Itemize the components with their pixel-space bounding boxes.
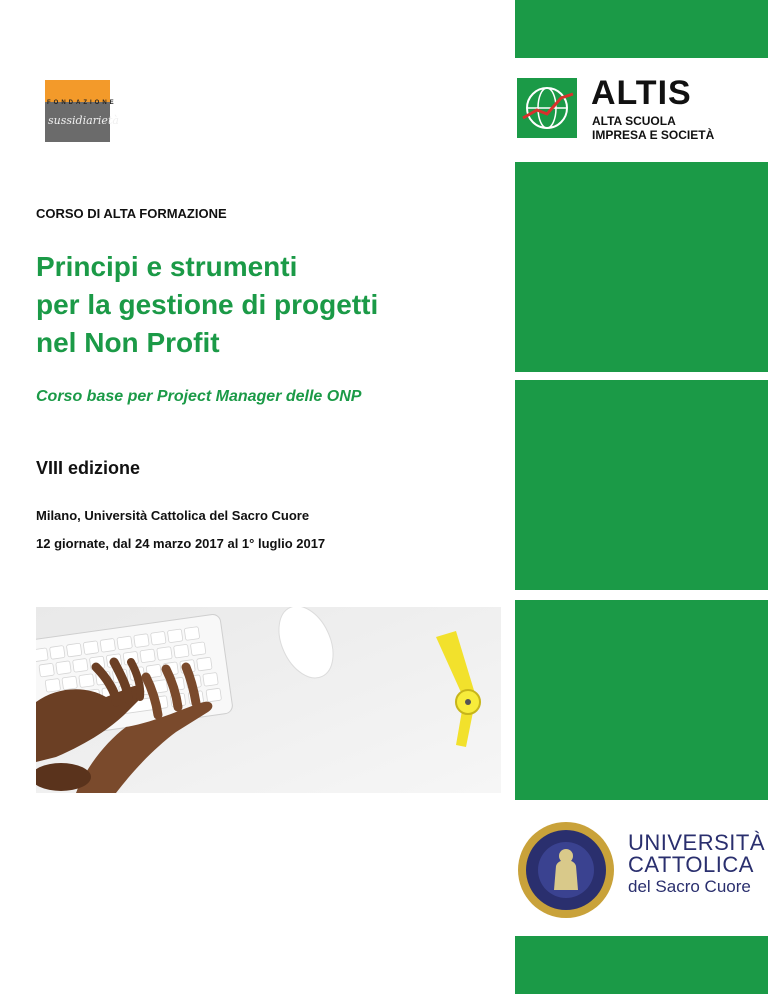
ucsc-line2: CATTOLICA: [628, 852, 754, 877]
altis-subtitle-line2: IMPRESA E SOCIETÀ: [592, 128, 715, 142]
fondazione-script: sussidiarietà: [48, 114, 119, 127]
altis-title: ALTIS: [591, 74, 692, 112]
course-dates: 12 giornate, dal 24 marzo 2017 al 1° luglio 2017: [36, 536, 326, 551]
green-block-2: [515, 162, 768, 372]
course-subtitle: Corso base per Project Manager delle ONP: [36, 388, 362, 405]
course-title: [36, 248, 378, 362]
keyboard-hands-photo: [36, 607, 501, 793]
fondazione-label: FONDAZIONE: [47, 100, 117, 106]
green-block-1: [515, 0, 768, 58]
altis-subtitle-line1: ALTA SCUOLA: [592, 114, 676, 128]
altis-subtitle: [592, 114, 714, 142]
course-type: CORSO DI ALTA FORMAZIONE: [36, 206, 227, 221]
altis-globe-icon: [517, 78, 577, 138]
fondazione-logo: [45, 80, 119, 142]
course-place: Milano, Università Cattolica del Sacro Cuore: [36, 508, 310, 523]
green-block-4: [515, 600, 768, 800]
altis-logo: [515, 68, 768, 158]
ucsc-line3: del Sacro Cuore: [628, 877, 751, 896]
green-block-5: [515, 936, 768, 994]
course-edition: VIII edizione: [36, 458, 141, 478]
ucsc-line1: UNIVERSITÀ: [628, 830, 766, 855]
course-title-line1: Principi e strumenti: [36, 251, 298, 282]
green-block-3: [515, 380, 768, 590]
ucsc-seal-icon: [516, 820, 616, 920]
course-title-line3: nel Non Profit: [36, 327, 220, 358]
course-title-line2: per la gestione di progetti: [36, 289, 379, 320]
ucsc-name: [628, 832, 765, 898]
